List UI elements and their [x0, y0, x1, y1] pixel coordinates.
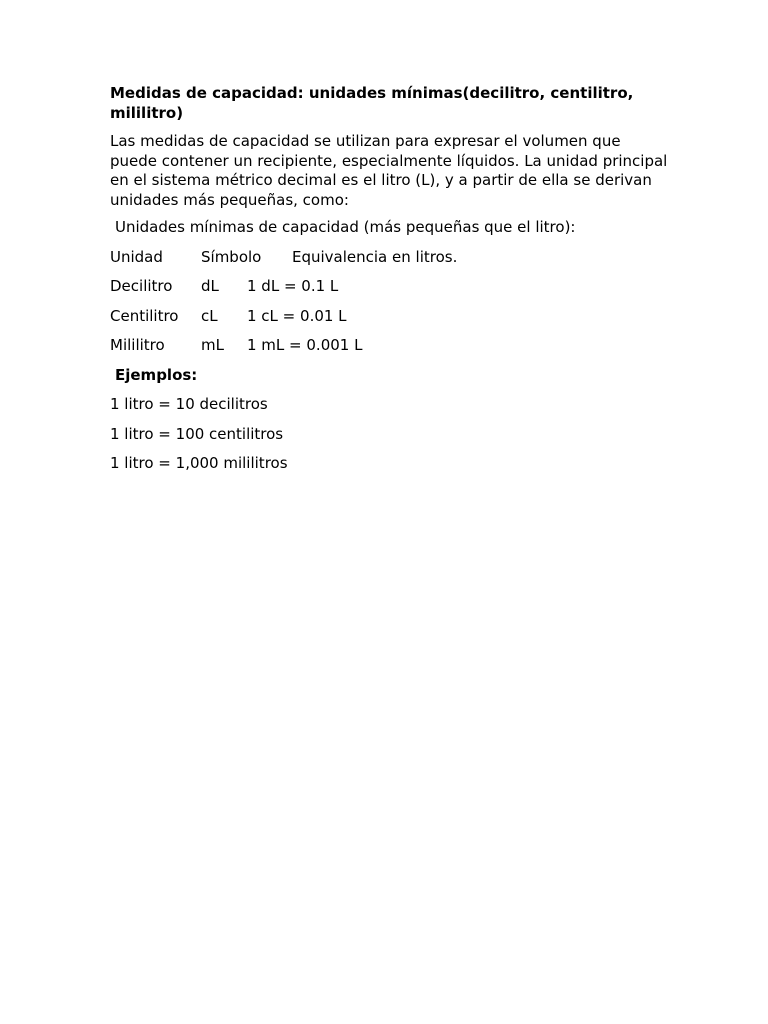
- table-cell-equivalence: 1 mL = 0.001 L: [247, 336, 363, 354]
- table-header-unit: Unidad: [110, 247, 163, 266]
- table-header-row: [110, 248, 670, 268]
- document-title: Medidas de capacidad: unidades mínimas(decilitro, centilitro, mililitro): [110, 84, 634, 122]
- examples-heading: Ejemplos:: [115, 365, 198, 384]
- table-cell-symbol: cL: [201, 306, 218, 325]
- document-page: [110, 84, 670, 484]
- table-cell-equivalence: 1 dL = 0.1 L: [247, 277, 339, 295]
- table-cell-equivalence: 1 cL = 0.01 L: [247, 306, 347, 325]
- units-heading: Unidades mínimas de capacidad (más pequeñas que el litro):: [115, 218, 576, 236]
- intro-paragraph: Las medidas de capacidad se utilizan para expresar el volumen que puede contener un recipiente, especialmente líquidos. La unidad principal en el sistema métrico decimal es el litro (L), y a partir de ella se derivan unidades más pequeñas, como:: [110, 132, 668, 209]
- table-cell-symbol: mL: [201, 336, 224, 354]
- table-cell-unit: Centilitro: [110, 306, 179, 325]
- table-cell-unit: Mililitro: [110, 336, 165, 354]
- example-item: 1 litro = 1,000 mililitros: [110, 454, 288, 472]
- table-row: [110, 307, 670, 327]
- table-row: [110, 336, 670, 356]
- table-header-symbol: Símbolo: [201, 247, 262, 266]
- example-item: 1 litro = 100 centilitros: [110, 424, 284, 443]
- example-item: 1 litro = 10 decilitros: [110, 395, 268, 413]
- table-cell-unit: Decilitro: [110, 277, 173, 295]
- table-header-equivalence: Equivalencia en litros.: [292, 247, 458, 266]
- table-cell-symbol: dL: [201, 277, 219, 295]
- table-row: [110, 277, 670, 297]
